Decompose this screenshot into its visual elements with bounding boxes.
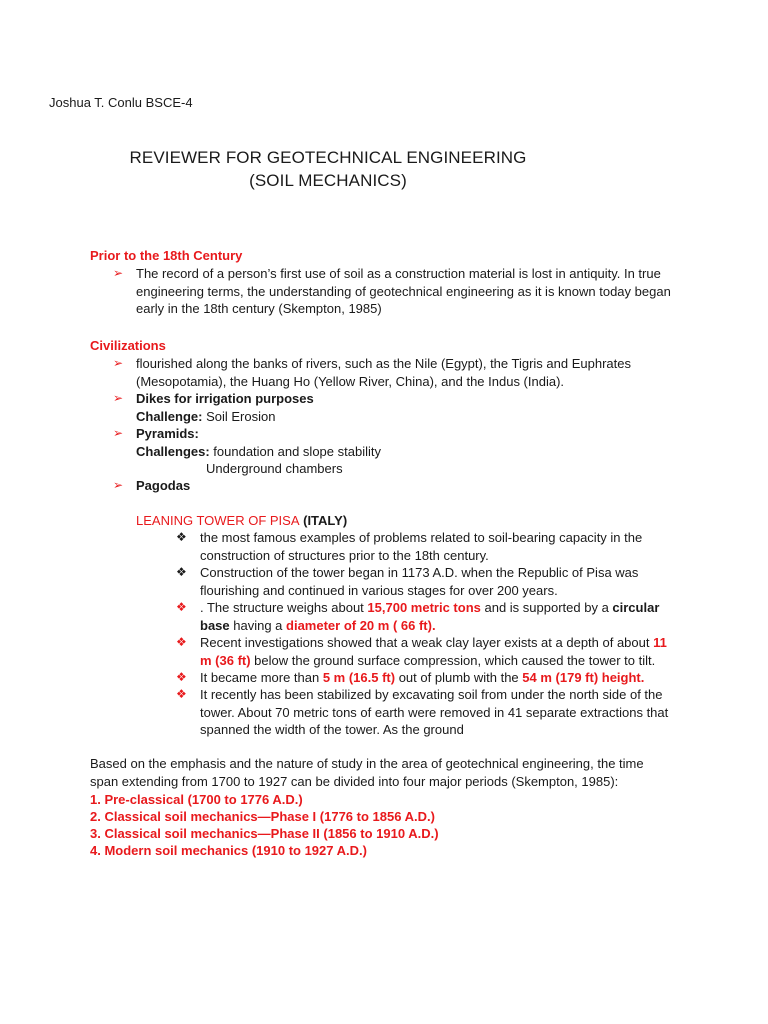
pisa-heading-country: (ITALY) <box>299 513 348 528</box>
diamond-bullet-icon: ❖ <box>176 530 187 544</box>
challenge-value: foundation and slope stability <box>209 443 381 459</box>
period-1: 1. Pre-classical (1700 to 1776 A.D.) <box>90 792 303 807</box>
diamond-bullet-icon: ❖ <box>176 670 187 684</box>
arrow-bullet-icon: ➢ <box>113 478 124 492</box>
pisa-heading-red: LEANING TOWER OF PISA <box>136 513 300 528</box>
title-line-2: (SOIL MECHANICS) <box>249 171 407 190</box>
list-item <box>176 529 670 564</box>
base-term: circular base <box>200 600 660 633</box>
pagodas-title: Pagodas <box>136 478 191 493</box>
text-fragment: . The structure weighs about <box>200 600 368 615</box>
diamond-bullet-icon: ❖ <box>176 600 187 614</box>
list-item <box>113 390 676 425</box>
list-item <box>113 355 676 390</box>
list-item <box>176 564 670 599</box>
weight-value: 15,700 metric tons <box>367 600 481 615</box>
text-fragment: Recent investigations showed that a weak clay layer exists at a depth of about <box>200 635 654 650</box>
list-item-text <box>200 635 667 668</box>
list-item-text <box>200 600 659 633</box>
list-item-text: Construction of the tower began in 1173 A.D. when the Republic of Pisa was flourishing and continued in various stages for over 200 years. <box>200 565 639 598</box>
arrow-bullet-icon: ➢ <box>113 266 124 280</box>
challenge-label: Challenge: <box>136 408 203 424</box>
pisa-heading <box>136 512 347 530</box>
diamond-bullet-icon: ❖ <box>176 565 187 579</box>
pyramids-challenge <box>136 443 676 461</box>
document-title <box>0 146 656 192</box>
title-line-1: REVIEWER FOR GEOTECHNICAL ENGINEERING <box>129 148 527 167</box>
list-item <box>113 425 676 478</box>
text-fragment: below the ground surface compression, which caused the tower to tilt. <box>250 652 656 668</box>
diameter-value: diameter of 20 m ( 66 ft). <box>286 617 436 633</box>
dikes-challenge <box>136 408 676 426</box>
arrow-bullet-icon: ➢ <box>113 426 124 440</box>
text-fragment: It became more than <box>200 670 323 685</box>
period-3: 3. Classical soil mechanics—Phase II (1856 to 1910 A.D.) <box>90 826 439 841</box>
list-item <box>176 634 670 669</box>
section-heading-civilizations: Civilizations <box>90 338 166 353</box>
diamond-bullet-icon: ❖ <box>176 635 187 649</box>
challenge-label: Challenges: <box>136 443 210 459</box>
period-4: 4. Modern soil mechanics (1910 to 1927 A.D.) <box>90 843 367 858</box>
list-item <box>113 477 676 495</box>
diamond-bullet-icon: ❖ <box>176 687 187 701</box>
arrow-bullet-icon: ➢ <box>113 391 124 405</box>
list-item <box>113 265 676 318</box>
pyramids-title: Pyramids: <box>136 426 199 441</box>
list-item <box>176 686 670 739</box>
height-value: 54 m (179 ft) height. <box>522 670 645 685</box>
list-item <box>176 599 670 634</box>
text-fragment: out of plumb with the <box>395 670 523 685</box>
depth-value: 11 m (36 ft) <box>200 635 667 668</box>
list-item-text: the most famous examples of problems related to soil-bearing capacity in the construction of structures prior to the 18th century. <box>200 530 643 563</box>
arrow-bullet-icon: ➢ <box>113 356 124 370</box>
list-item <box>176 669 670 687</box>
dikes-title: Dikes for irrigation purposes <box>136 391 314 406</box>
list-item-text <box>200 670 644 685</box>
plumb-value: 5 m (16.5 ft) <box>322 670 396 685</box>
list-item-text: flourished along the banks of rivers, such as the Nile (Egypt), the Tigris and Euphrates (Mesopotamia), the Huang Ho (Yellow River, China), and the Indus (India). <box>136 356 631 389</box>
text-fragment: and is supported by a <box>480 600 613 615</box>
challenge-value: Soil Erosion <box>202 408 276 424</box>
section-heading-prior: Prior to the 18th Century <box>90 248 243 263</box>
periods-intro: Based on the emphasis and the nature of study in the area of geotechnical engineering, the time span extending from 1700 to 1927 can be divided into four major periods (Skempton, 1985): <box>90 756 644 789</box>
list-item-text: It recently has been stabilized by excavating soil from under the north side of the tower. About 70 metric tons of earth were removed in 41 separate extractions that spanned the width of the tower. As the ground <box>200 687 669 737</box>
text-fragment: having a <box>229 617 287 633</box>
author-name: Joshua T. Conlu BSCE-4 <box>49 95 193 110</box>
period-2: 2. Classical soil mechanics—Phase I (1776 to 1856 A.D.) <box>90 809 435 824</box>
list-item-text: The record of a person’s first use of soil as a construction material is lost in antiquity. In true engineering terms, the understanding of geotechnical engineering as it is known today began early in the 18th century (Skempton, 1985) <box>136 266 671 316</box>
challenge-value-2: Underground chambers <box>206 461 343 476</box>
